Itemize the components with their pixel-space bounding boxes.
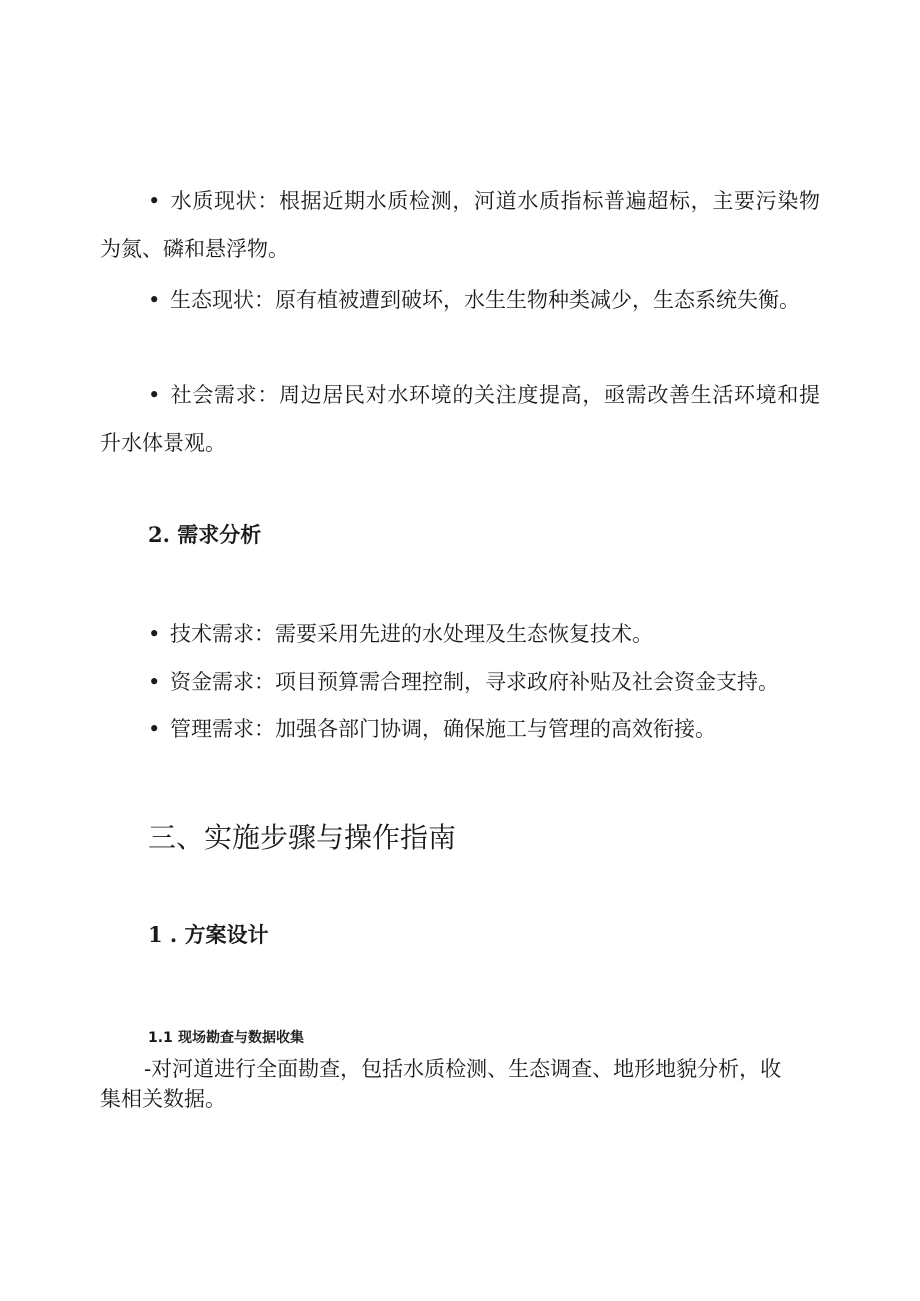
bullet-marker: • xyxy=(148,383,161,407)
social-needs-text: 社会需求：周边居民对水环境的关注度提高，亟需改善生活环境和提升水体景观。 xyxy=(100,383,820,455)
ecology-status-text: 生态现状：原有植被遭到破坏，水生生物种类减少，生态系统失衡。 xyxy=(170,288,800,312)
needs-analysis-heading: 2. 需求分析 xyxy=(148,522,262,547)
technical-needs-text: 技术需求：需要采用先进的水处理及生态恢复技术。 xyxy=(170,622,653,646)
management-needs-text: 管理需求：加强各部门协调，确保施工与管理的高效衔接。 xyxy=(170,717,716,741)
design-heading: 1 . 方案设计 xyxy=(148,922,269,947)
survey-body: -对河道进行全面勘查，包括水质检测、生态调查、地形地貌分析，收集相关数据。 xyxy=(100,1057,782,1111)
bullet-marker: • xyxy=(148,670,161,694)
water-quality-status-text: 水质现状：根据近期水质检测，河道水质指标普遍超标，主要污染物为氮、磷和悬浮物。 xyxy=(100,189,820,261)
survey-number: 1.1 xyxy=(148,1030,173,1046)
survey-subheading xyxy=(148,1028,304,1048)
technical-needs-item xyxy=(100,610,820,658)
social-needs-item xyxy=(100,371,820,467)
bullet-marker: • xyxy=(148,189,161,213)
management-needs-item xyxy=(100,705,820,753)
funding-needs-text: 资金需求：项目预算需合理控制，寻求政府补贴及社会资金支持。 xyxy=(170,670,779,694)
ecology-status-item xyxy=(100,276,820,324)
survey-title: 现场勘查与数据收集 xyxy=(178,1030,304,1046)
bullet-marker: • xyxy=(148,717,161,741)
chapter-heading: 三、实施步骤与操作指南 xyxy=(148,821,457,854)
bullet-marker: • xyxy=(148,288,161,312)
water-quality-status-item xyxy=(100,177,820,273)
funding-needs-item xyxy=(100,658,820,706)
bullet-marker: • xyxy=(148,622,161,646)
